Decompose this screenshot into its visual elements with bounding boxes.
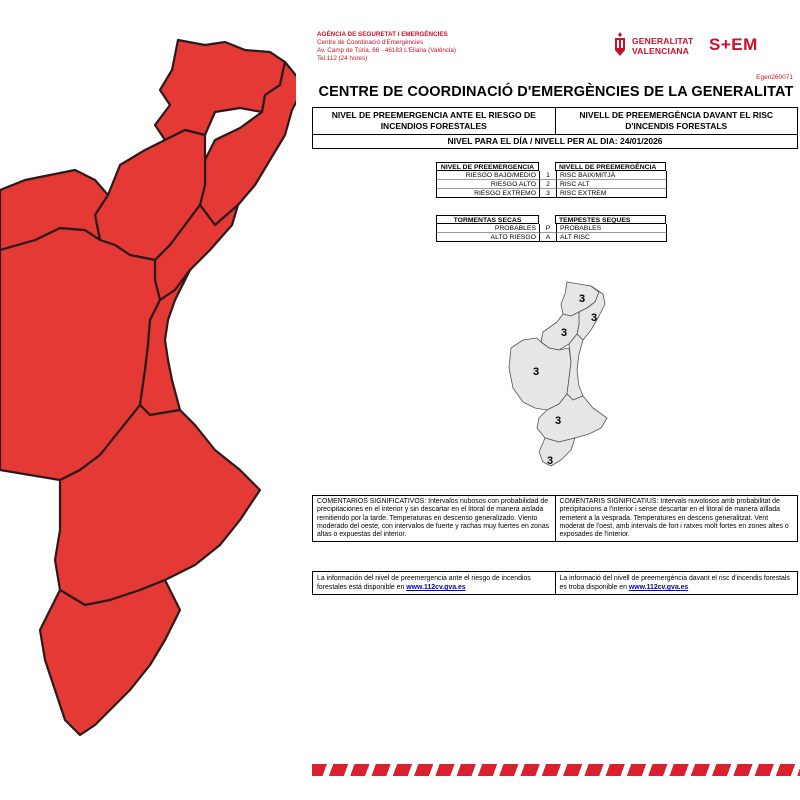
large-map-svg bbox=[0, 0, 300, 800]
map-level-label: 3 bbox=[547, 455, 554, 467]
storm-head-va: TEMPESTES SEQUES bbox=[555, 215, 666, 224]
legend-head-va: NIVELL DE PREEMERGÈNCIA bbox=[555, 162, 666, 171]
generalitat-line2: VALENCIANA bbox=[632, 46, 690, 56]
map-level-label: 3 bbox=[579, 293, 586, 305]
sem-logo: S+EM bbox=[709, 35, 758, 54]
info-va-link[interactable]: www.112cv.gva.es bbox=[628, 584, 689, 591]
legend-code: 3 bbox=[539, 189, 556, 198]
info-table bbox=[312, 571, 798, 595]
storm-head bbox=[436, 215, 676, 224]
storm-row bbox=[436, 224, 676, 233]
map-level-label: 3 bbox=[555, 415, 562, 427]
legend-es: RIESGO BAJO/MEDIO bbox=[436, 171, 539, 180]
legend-es: RIESGO ALTO bbox=[436, 180, 539, 189]
image-divider bbox=[296, 0, 310, 800]
small-risk-map bbox=[507, 278, 617, 470]
legend-row bbox=[436, 180, 676, 189]
legend-head bbox=[436, 162, 676, 171]
header-es: NIVEL DE PREEMERGENCIA ANTE EL RIESGO DE INCENDIOS FORESTALES bbox=[331, 110, 536, 131]
storm-es: PROBABLES bbox=[436, 224, 539, 233]
agency-phone: Tel.112 (24 hores) bbox=[317, 55, 368, 62]
info-va bbox=[555, 572, 798, 594]
generalitat-line1: GENERALITAT bbox=[632, 36, 694, 46]
comments-table bbox=[312, 495, 798, 542]
legend-head-es: NIVEL DE PREEMERGENCIA bbox=[436, 162, 539, 171]
generalitat-emblem-icon bbox=[612, 31, 628, 57]
small-map-svg bbox=[507, 278, 617, 470]
legend-es: RIESGO EXTREMO bbox=[436, 189, 539, 198]
legend-va: RISC EXTREM bbox=[556, 189, 667, 198]
bulletin-document bbox=[312, 0, 800, 800]
storm-va: PROBABLES bbox=[556, 224, 667, 233]
storm-es: ALTO RIESGO bbox=[436, 233, 539, 242]
legend-code: 2 bbox=[539, 180, 556, 189]
level-legend bbox=[436, 162, 676, 198]
map-level-label: 3 bbox=[561, 327, 568, 339]
agency-address: Av. Camp de Túria, 66 · 46183 L'Eliana (València) bbox=[317, 47, 456, 54]
map-level-label: 3 bbox=[533, 366, 540, 378]
zone-south-alicante bbox=[40, 580, 180, 735]
document-code: Egen260071 bbox=[756, 74, 793, 81]
small-zone-south-alicante bbox=[539, 438, 575, 466]
header-day: NIVEL PARA EL DÍA / NIVELL PER AL DIA: 24/01/2026 bbox=[313, 134, 797, 148]
legend-row bbox=[436, 171, 676, 180]
generalitat-logo bbox=[612, 31, 712, 57]
header-row bbox=[313, 108, 797, 134]
storm-code: P bbox=[539, 224, 556, 233]
agency-name: AGÈNCIA DE SEGURETAT I EMERGÈNCIES bbox=[317, 31, 448, 38]
info-es bbox=[313, 572, 555, 594]
header-va: NIVELL DE PREEMERGÈNCIA DAVANT EL RISC D'INCENDIS FORESTALS bbox=[555, 108, 798, 134]
storm-va: ALT RISC bbox=[556, 233, 667, 242]
info-es-text: La información del nivel de preemergencia ante el riesgo de incendios forestales está disponible en bbox=[317, 575, 531, 591]
comments-es: COMENTARIOS SIGNIFICATIVOS: Intervalos nubosos con probabilidad de precipitaciones en el interior y sin descartar en el litoral de manera aislada remitiendo por la tarde. Temperaturas en descenso generalizado. Viento moderado del oeste, con intervalos de fuerte y rachas muy fuertes en zonas altas o expuestas del interior. bbox=[317, 498, 550, 539]
legend-va: RISC ALT bbox=[556, 180, 667, 189]
storm-row bbox=[436, 233, 676, 242]
info-es-link[interactable]: www.112cv.gva.es bbox=[406, 584, 466, 591]
info-va-text: La informació del nivell de preemergència davant el risc d'incendis forestals es troba disponible en bbox=[559, 575, 790, 591]
comments-va: COMENTARIS SIGNIFICATIUS: Intervals nuvolosos amb probabilitat de precipitacions a l'interior i sense descartar en el litoral de manera aïllada remetent a la vesprada. Temperatures en descens generalitzat. Vent moderat de l'oest, amb intervals de fort i ratxes molt fortes en zones altes o exposades de l'interior. bbox=[555, 496, 798, 541]
bottom-stripe-band bbox=[312, 764, 800, 776]
storm-legend bbox=[436, 215, 676, 242]
agency-block bbox=[317, 31, 537, 63]
legend-code: 1 bbox=[539, 171, 556, 180]
legend-va: RISC BAIX/MITJÀ bbox=[556, 171, 667, 180]
map-level-label: 3 bbox=[591, 312, 598, 324]
large-risk-map bbox=[0, 0, 300, 800]
agency-center: Centre de Coordinació d'Emergències bbox=[317, 39, 424, 46]
header-table bbox=[312, 107, 798, 149]
storm-code: A bbox=[539, 233, 556, 242]
page-title: CENTRE DE COORDINACIÓ D'EMERGÈNCIES DE LA GENERALITAT bbox=[318, 84, 794, 100]
storm-head-es: TORMENTAS SECAS bbox=[436, 215, 539, 224]
legend-row bbox=[436, 189, 676, 198]
